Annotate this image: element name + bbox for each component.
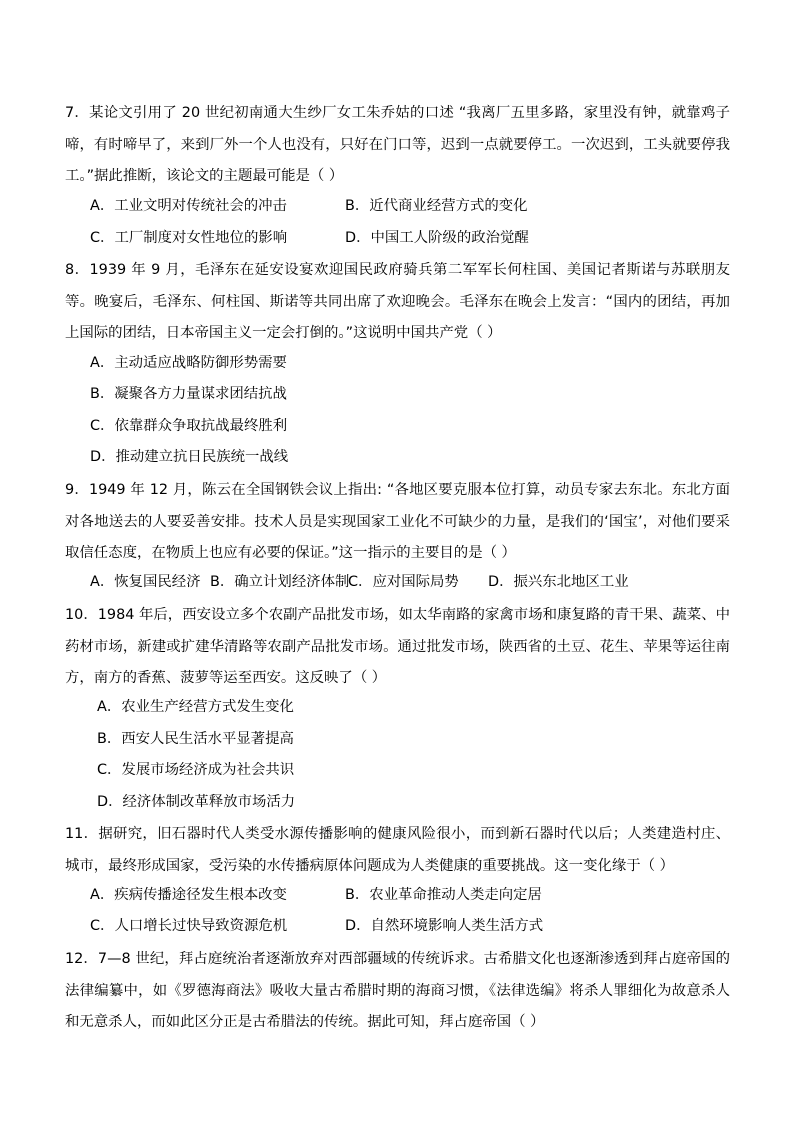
option-7b: B．近代商业经营方式的变化 <box>345 198 528 214</box>
question-number: 7 <box>65 105 75 121</box>
question-12 <box>65 944 730 1039</box>
question-text: ．某论文引用了 20 世纪初南通大生纱厂女工朱乔姑的口述 “我离厂五里多路，家里没有钟，就靠鸡子啼，有时啼早了，来到厂外一个人也没有，只好在门口等，迟到一点就要停工。一次迟到，工头就要停我工。”据此推断，该论文的主题最可能是（ ） <box>65 105 730 184</box>
question-9 <box>65 475 730 570</box>
option-11b: B．农业革命推动人类走向定居 <box>345 887 542 903</box>
question-number: 9 <box>65 482 75 498</box>
option-7c: C．工厂制度对女性地位的影响 <box>90 230 288 246</box>
option-10a: A．农业生产经营方式发生变化 <box>97 699 294 715</box>
option-7a: A．工业文明对传统社会的冲击 <box>90 198 287 214</box>
option-9a: A．恢复国民经济 <box>90 574 201 590</box>
question-number: 12 <box>65 951 84 967</box>
question-7 <box>65 98 730 193</box>
question-11 <box>65 819 730 882</box>
option-9d: D．振兴东北地区工业 <box>488 574 629 590</box>
option-9b: B．确立计划经济体制 <box>210 574 350 590</box>
option-10c: C．发展市场经济成为社会共识 <box>97 762 295 778</box>
question-number: 8 <box>65 262 75 278</box>
question-text: ．1949 年 12 月，陈云在全国钢铁会议上指出: “各地区要克服本位打算，动员专家去东北。东北方面对各地送去的人要妥善安排。技术人员是实现国家工业化不可缺少的力量，是我们的‘国宝’，对他们要采取信任态度，在物质上也应有必要的保证。”这一指示的主要目的是（ ） <box>65 482 730 561</box>
option-8d: D．推动建立抗日民族统一战线 <box>90 449 289 465</box>
option-8c: C．依靠群众争取抗战最终胜利 <box>90 418 288 434</box>
option-10b: B．西安人民生活水平显著提高 <box>97 731 294 747</box>
option-11a: A．疾病传播途径发生根本改变 <box>90 887 287 903</box>
option-7d: D．中国工人阶级的政治觉醒 <box>345 230 529 246</box>
question-number: 11 <box>65 826 84 842</box>
question-text: ．7—8 世纪，拜占庭统治者逐渐放弃对西部疆域的传统诉求。古希腊文化也逐渐渗透到拜占庭帝国的法律编纂中，如《罗德海商法》吸收大量古希腊时期的海商习惯，《法律选编》将杀人罪细化为故意杀人和无意杀人，而如此区分正是古希腊法的传统。据此可知，拜占庭帝国（ ） <box>65 951 730 1030</box>
question-8 <box>65 255 730 350</box>
question-10 <box>65 600 730 695</box>
option-10d: D．经济体制改革释放市场活力 <box>97 794 296 810</box>
option-8b: B．凝聚各方力量谋求团结抗战 <box>90 386 287 402</box>
option-9c: C．应对国际局势 <box>348 574 459 590</box>
question-text: ．据研究，旧石器时代人类受水源传播影响的健康风险很小，而到新石器时代以后；人类建造村庄、城市，最终形成国家，受污染的水传播病原体问题成为人类健康的重要挑战。这一变化缘于（ ） <box>65 826 730 874</box>
question-number: 10 <box>65 607 84 623</box>
question-text: ．1984 年后，西安设立多个农副产品批发市场，如太华南路的家禽市场和康复路的青干果、蔬菜、中药材市场，新建或扩建华清路等农副产品批发市场。通过批发市场，陕西省的土豆、花生、苹果等运往南方，南方的香蕉、菠萝等运至西安。这反映了（ ） <box>65 607 730 686</box>
option-11c: C．人口增长过快导致资源危机 <box>90 918 288 934</box>
option-8a: A．主动适应战略防御形势需要 <box>90 355 287 371</box>
option-11d: D．自然环境影响人类生活方式 <box>345 918 544 934</box>
question-text: ．1939 年 9 月，毛泽东在延安设宴欢迎国民政府骑兵第二军军长何柱国、美国记者斯诺与苏联朋友等。晚宴后，毛泽东、何柱国、斯诺等共同出席了欢迎晚会。毛泽东在晚会上发言：“国内的团结，再加上国际的团结，日本帝国主义一定会打倒的。”这说明中国共产党（ ） <box>65 262 730 341</box>
